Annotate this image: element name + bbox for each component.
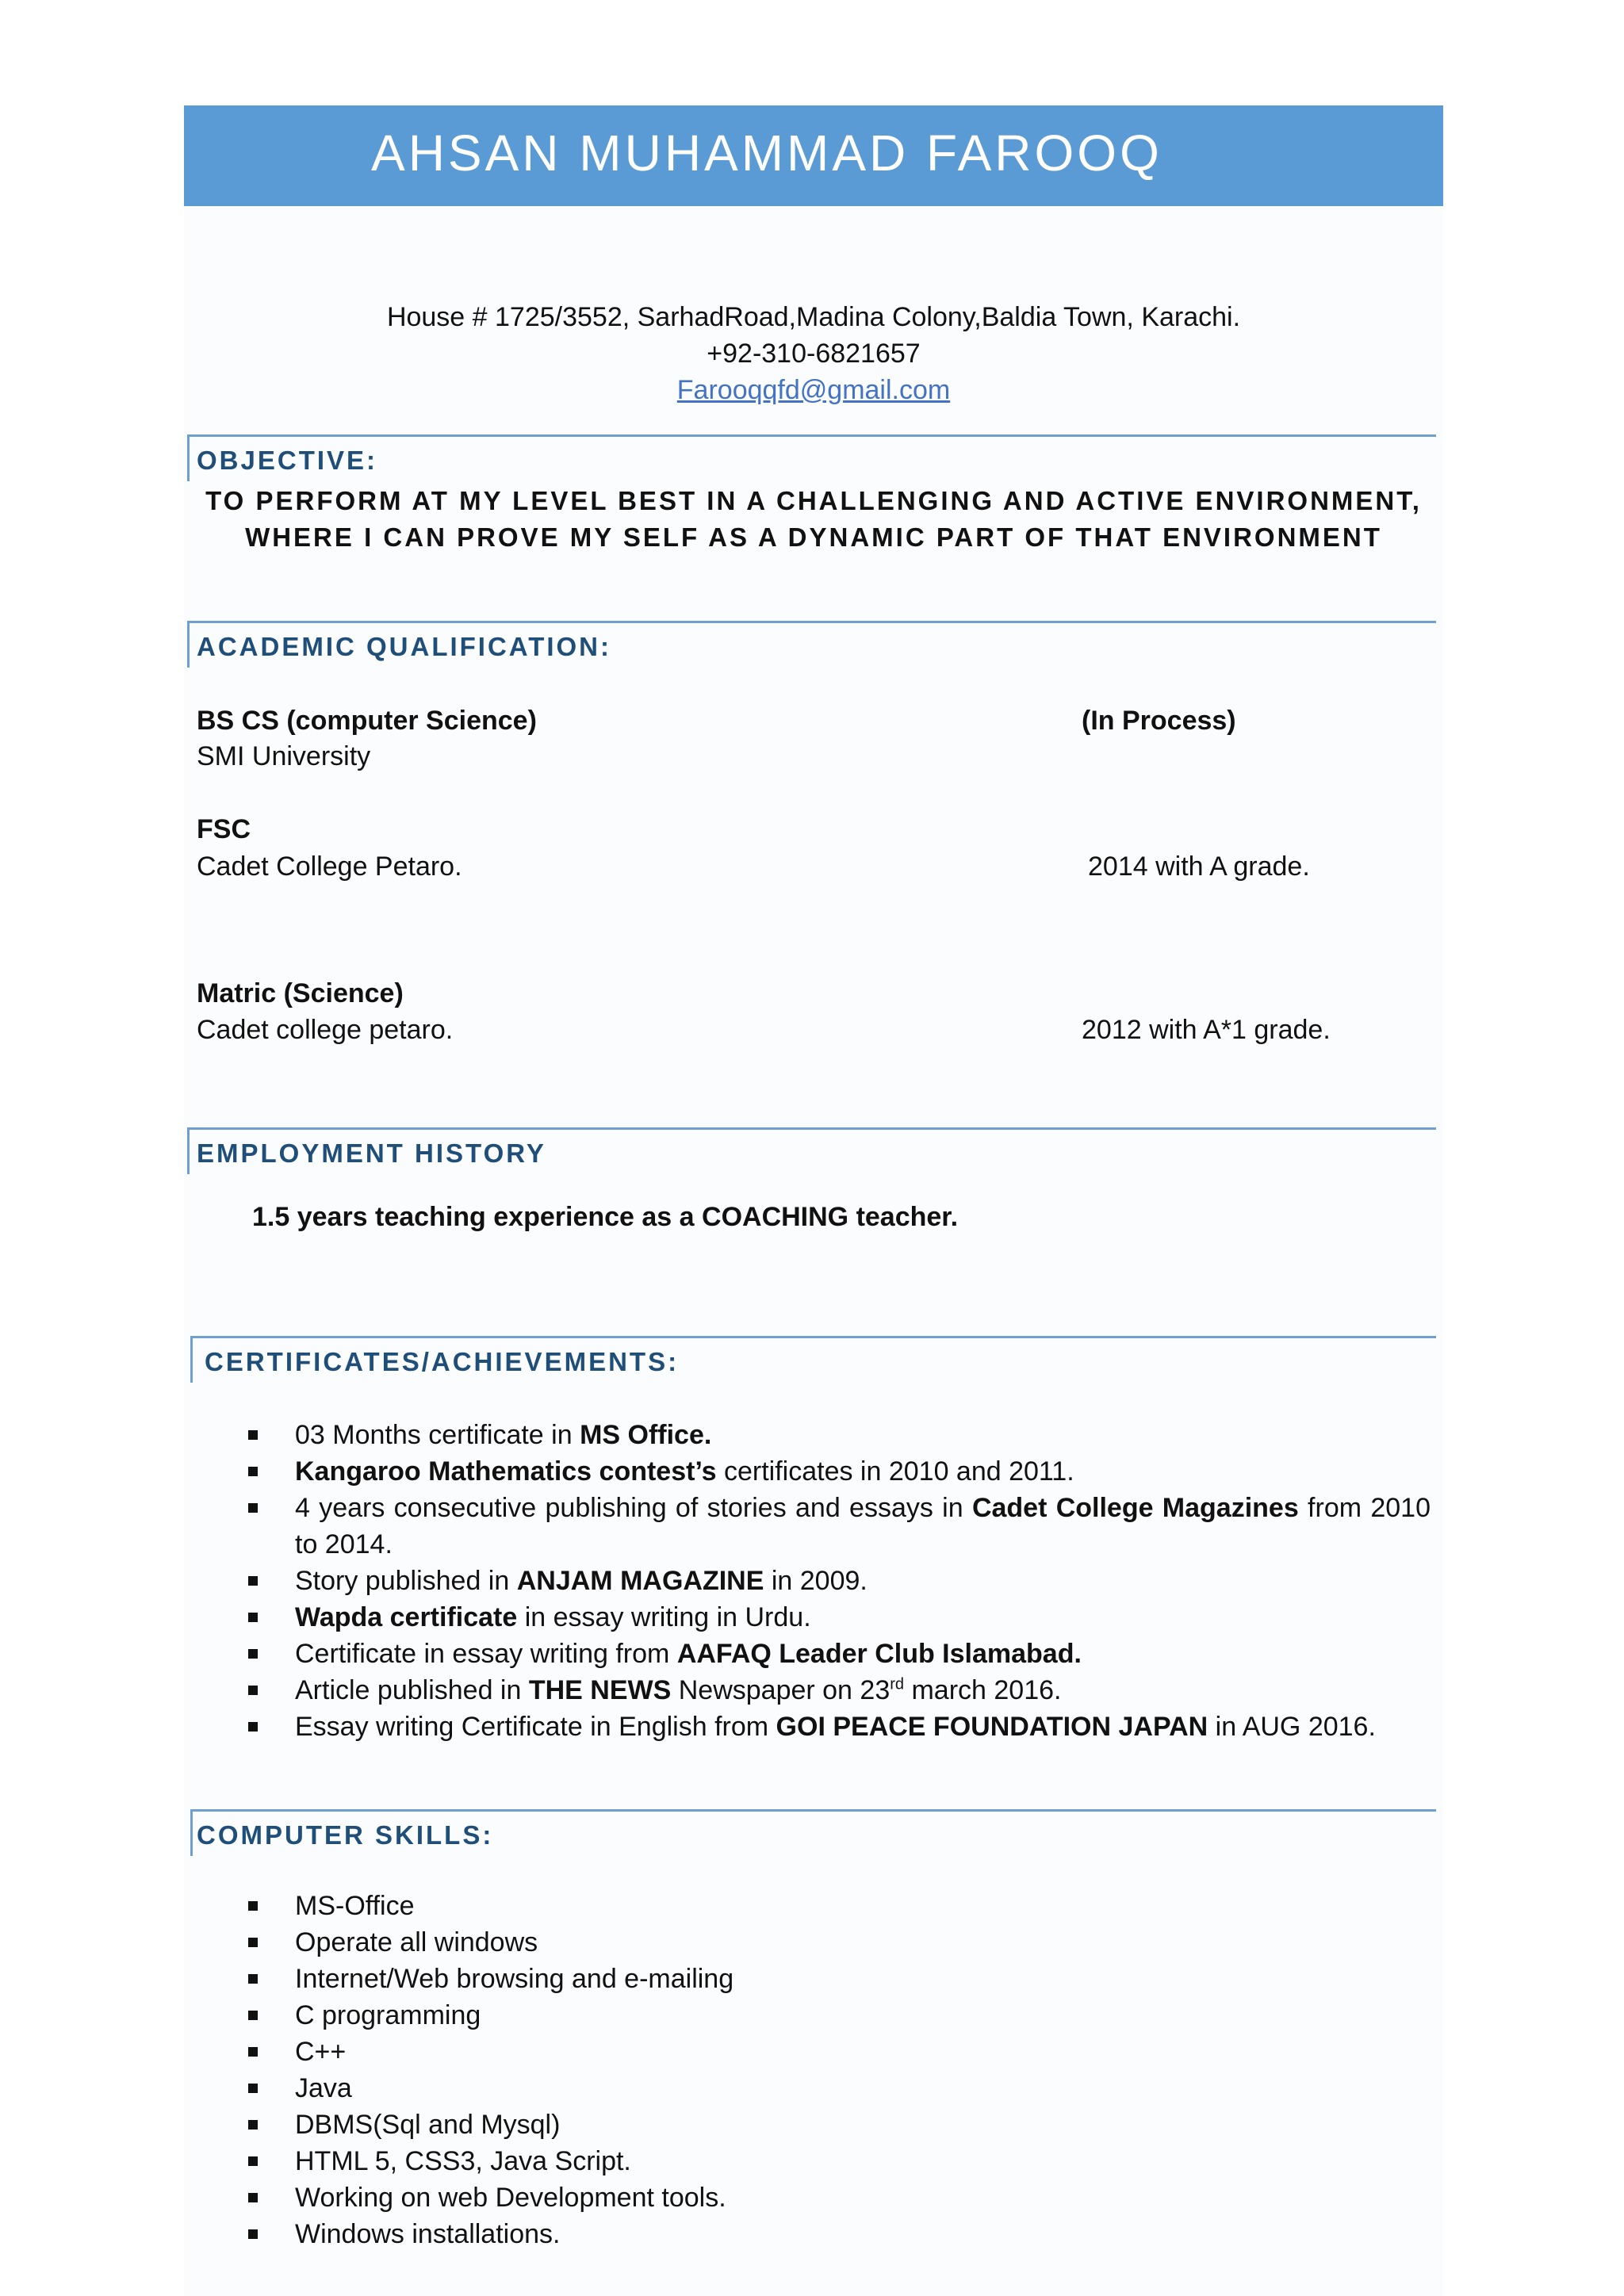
bullet-marker <box>248 1686 258 1695</box>
bullet-marker <box>248 2047 258 2057</box>
institute-bscs: SMI University <box>197 741 371 771</box>
skill-item: C programming <box>295 2000 481 2030</box>
bullet-marker <box>248 2120 258 2130</box>
status-bscs: (In Process) <box>1082 706 1236 736</box>
cert-item: Certificate in essay writing from AAFAQ Leader Club Islamabad. <box>295 1639 1082 1669</box>
bullet-marker <box>248 1722 258 1732</box>
skills-title: COMPUTER SKILLS: <box>197 1820 494 1850</box>
email-line <box>184 372 1443 408</box>
cert-item: Story published in ANJAM MAGAZINE in 2009. <box>295 1566 868 1596</box>
bullet-marker <box>248 2084 258 2093</box>
certificates-title: CERTIFICATES/ACHIEVEMENTS: <box>205 1347 680 1376</box>
objective-line-1: TO PERFORM AT MY LEVEL BEST IN A CHALLENGING AND ACTIVE ENVIRONMENT, <box>205 486 1422 515</box>
email-link[interactable]: Farooqqfd@gmail.com <box>676 375 951 405</box>
bullet-marker <box>248 1613 258 1622</box>
cert-item: Wapda certificate in essay writing in Urdu. <box>295 1602 811 1632</box>
objective-line-2: WHERE I CAN PROVE MY SELF AS A DYNAMIC PART OF THAT ENVIRONMENT <box>245 522 1382 552</box>
degree-bscs: BS CS (computer Science) <box>197 706 537 736</box>
bullet-marker <box>248 1649 258 1659</box>
bullet-marker <box>248 1430 258 1440</box>
skill-item: MS-Office <box>295 1891 415 1921</box>
cert-item: Essay writing Certificate in English from GOI PEACE FOUNDATION JAPAN in AUG 2016. <box>295 1712 1376 1742</box>
cert-item: 4 years consecutive publishing of stories and essays in Cadet College Magazines from 2010 <box>295 1493 1431 1523</box>
bullet-marker <box>248 2193 258 2202</box>
skill-item: Java <box>295 2073 352 2103</box>
academic-title: ACADEMIC QUALIFICATION: <box>197 632 612 661</box>
bullet-marker <box>248 1503 258 1513</box>
skill-item: HTML 5, CSS3, Java Script. <box>295 2146 631 2176</box>
skill-item: Operate all windows <box>295 1927 538 1957</box>
bullet-marker <box>248 1467 258 1476</box>
skill-item: DBMS(Sql and Mysql) <box>295 2110 561 2140</box>
objective-title: OBJECTIVE: <box>197 446 378 475</box>
skill-item: Windows installations. <box>295 2219 561 2249</box>
bullet-marker <box>248 2229 258 2239</box>
employment-item: 1.5 years teaching experience as a COACHING teacher. <box>252 1202 959 1232</box>
bullet-marker <box>248 1938 258 1947</box>
bullet-marker <box>248 1974 258 1984</box>
status-matric: 2012 with A*1 grade. <box>1082 1015 1331 1045</box>
cert-item: 03 Months certificate in MS Office. <box>295 1420 712 1450</box>
cert-item-continuation: to 2014. <box>295 1529 393 1559</box>
bullet-marker <box>248 1576 258 1586</box>
employment-title: EMPLOYMENT HISTORY <box>197 1138 546 1168</box>
address: House # 1725/3552, SarhadRoad,Madina Colony,Baldia Town, Karachi. <box>386 302 1241 332</box>
skill-item: C++ <box>295 2037 347 2067</box>
candidate-name: AHSAN MUHAMMAD FAROOQ <box>371 124 1162 182</box>
cert-item: Article published in THE NEWS Newspaper on 23rd march 2016. <box>295 1675 1062 1705</box>
phone: +92-310-6821657 <box>707 339 921 369</box>
degree-matric: Matric (Science) <box>197 978 404 1008</box>
bullet-marker <box>248 2011 258 2020</box>
institute-fsc: Cadet College Petaro. <box>197 851 462 882</box>
cert-item: Kangaroo Mathematics contest’s certificates in 2010 and 2011. <box>295 1456 1074 1487</box>
institute-matric: Cadet college petaro. <box>197 1015 454 1045</box>
bullet-marker <box>248 1901 258 1911</box>
degree-fsc: FSC <box>197 814 251 844</box>
bullet-marker <box>248 2156 258 2166</box>
status-fsc: 2014 with A grade. <box>1088 851 1310 882</box>
skill-item: Internet/Web browsing and e-mailing <box>295 1964 734 1994</box>
skill-item: Working on web Development tools. <box>295 2183 726 2213</box>
